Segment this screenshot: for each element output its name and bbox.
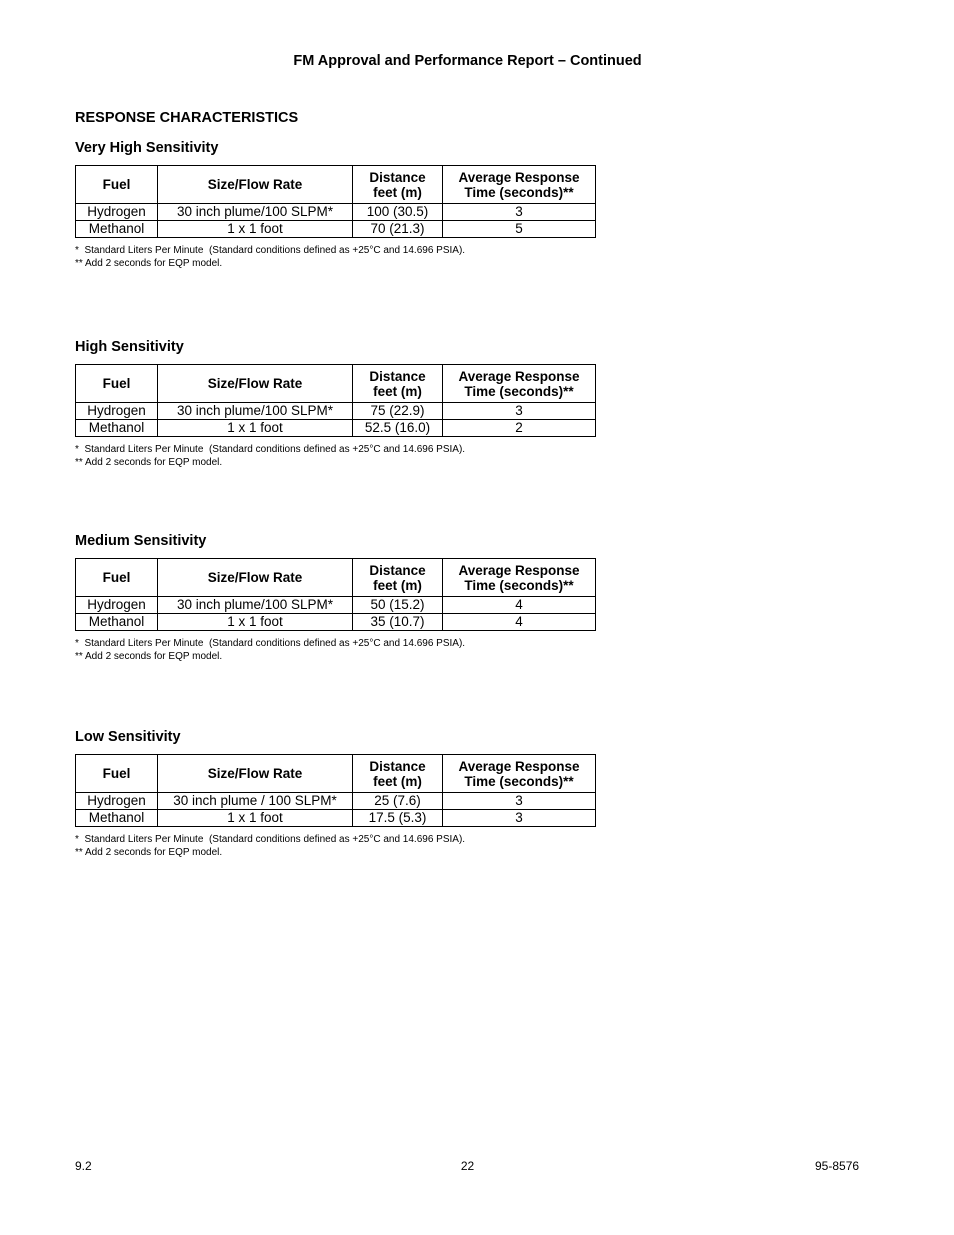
table-block-low <box>75 728 595 859</box>
cell-time: 3 <box>443 810 596 827</box>
response-table <box>75 754 596 827</box>
cell-fuel: Hydrogen <box>76 793 158 810</box>
footer-page-number: 22 <box>460 1159 475 1173</box>
cell-fuel: Methanol <box>76 420 158 437</box>
cell-time: 2 <box>443 420 596 437</box>
table-row <box>76 221 596 238</box>
table-block-very-high <box>75 139 595 270</box>
cell-size: 1 x 1 foot <box>158 420 353 437</box>
table-title: Low Sensitivity <box>75 729 181 745</box>
response-table <box>75 165 596 238</box>
cell-distance: 70 (21.3) <box>353 221 443 238</box>
header-size: Size/Flow Rate <box>158 365 353 403</box>
cell-fuel: Methanol <box>76 614 158 631</box>
note-slpm: * Standard Liters Per Minute (Standard conditions defined as +25°C and 14.696 PSIA). <box>75 834 466 845</box>
table-header-row <box>76 166 596 204</box>
header-fuel: Fuel <box>76 365 158 403</box>
table-notes <box>75 443 595 469</box>
note-slpm: * Standard Liters Per Minute (Standard conditions defined as +25°C and 14.696 PSIA). <box>75 245 466 256</box>
note-slpm: * Standard Liters Per Minute (Standard conditions defined as +25°C and 14.696 PSIA). <box>75 444 466 455</box>
table-header-row <box>76 559 596 597</box>
table-row <box>76 793 596 810</box>
cell-fuel: Methanol <box>76 810 158 827</box>
header-distance: Distance feet (m) <box>353 365 443 403</box>
header-distance: Distance feet (m) <box>353 559 443 597</box>
cell-fuel: Hydrogen <box>76 403 158 420</box>
section-title: RESPONSE CHARACTERISTICS <box>75 110 299 126</box>
cell-distance: 50 (15.2) <box>353 597 443 614</box>
cell-distance: 17.5 (5.3) <box>353 810 443 827</box>
note-slpm: * Standard Liters Per Minute (Standard conditions defined as +25°C and 14.696 PSIA). <box>75 638 466 649</box>
note-eqp: ** Add 2 seconds for EQP model. <box>75 457 223 468</box>
table-title: Medium Sensitivity <box>75 533 207 549</box>
table-row <box>76 810 596 827</box>
cell-distance: 25 (7.6) <box>353 793 443 810</box>
table-row <box>76 614 596 631</box>
table-block-medium <box>75 532 595 663</box>
cell-size: 1 x 1 foot <box>158 810 353 827</box>
table-title: Very High Sensitivity <box>75 140 219 156</box>
table-header-row <box>76 365 596 403</box>
cell-distance: 100 (30.5) <box>353 204 443 221</box>
cell-time: 3 <box>443 403 596 420</box>
cell-time: 4 <box>443 614 596 631</box>
header-response: Average Response Time (seconds)** <box>443 559 596 597</box>
footer-document-number: 95-8576 <box>815 1159 860 1173</box>
header-size: Size/Flow Rate <box>158 559 353 597</box>
table-notes <box>75 833 595 859</box>
table-title: High Sensitivity <box>75 339 184 355</box>
cell-distance: 35 (10.7) <box>353 614 443 631</box>
header-distance: Distance feet (m) <box>353 755 443 793</box>
cell-size: 30 inch plume/100 SLPM* <box>158 403 353 420</box>
cell-distance: 52.5 (16.0) <box>353 420 443 437</box>
note-eqp: ** Add 2 seconds for EQP model. <box>75 258 223 269</box>
cell-time: 3 <box>443 793 596 810</box>
response-table <box>75 558 596 631</box>
page-header: FM Approval and Performance Report – Continued <box>293 53 642 69</box>
cell-fuel: Hydrogen <box>76 204 158 221</box>
table-block-high <box>75 338 595 469</box>
header-response: Average Response Time (seconds)** <box>443 365 596 403</box>
cell-size: 1 x 1 foot <box>158 614 353 631</box>
note-eqp: ** Add 2 seconds for EQP model. <box>75 651 223 662</box>
cell-size: 30 inch plume/100 SLPM* <box>158 597 353 614</box>
table-row <box>76 420 596 437</box>
note-eqp: ** Add 2 seconds for EQP model. <box>75 847 223 858</box>
cell-time: 3 <box>443 204 596 221</box>
table-header-row <box>76 755 596 793</box>
cell-distance: 75 (22.9) <box>353 403 443 420</box>
header-fuel: Fuel <box>76 166 158 204</box>
cell-fuel: Hydrogen <box>76 597 158 614</box>
cell-time: 5 <box>443 221 596 238</box>
header-fuel: Fuel <box>76 755 158 793</box>
cell-size: 30 inch plume / 100 SLPM* <box>158 793 353 810</box>
footer-revision: 9.2 <box>75 1159 92 1173</box>
response-table <box>75 364 596 437</box>
table-row <box>76 597 596 614</box>
cell-time: 4 <box>443 597 596 614</box>
header-response: Average Response Time (seconds)** <box>443 755 596 793</box>
header-size: Size/Flow Rate <box>158 166 353 204</box>
table-notes <box>75 244 595 270</box>
header-distance: Distance feet (m) <box>353 166 443 204</box>
table-row <box>76 204 596 221</box>
table-row <box>76 403 596 420</box>
table-notes <box>75 637 595 663</box>
header-response: Average Response Time (seconds)** <box>443 166 596 204</box>
header-size: Size/Flow Rate <box>158 755 353 793</box>
header-fuel: Fuel <box>76 559 158 597</box>
cell-fuel: Methanol <box>76 221 158 238</box>
cell-size: 30 inch plume/100 SLPM* <box>158 204 353 221</box>
cell-size: 1 x 1 foot <box>158 221 353 238</box>
